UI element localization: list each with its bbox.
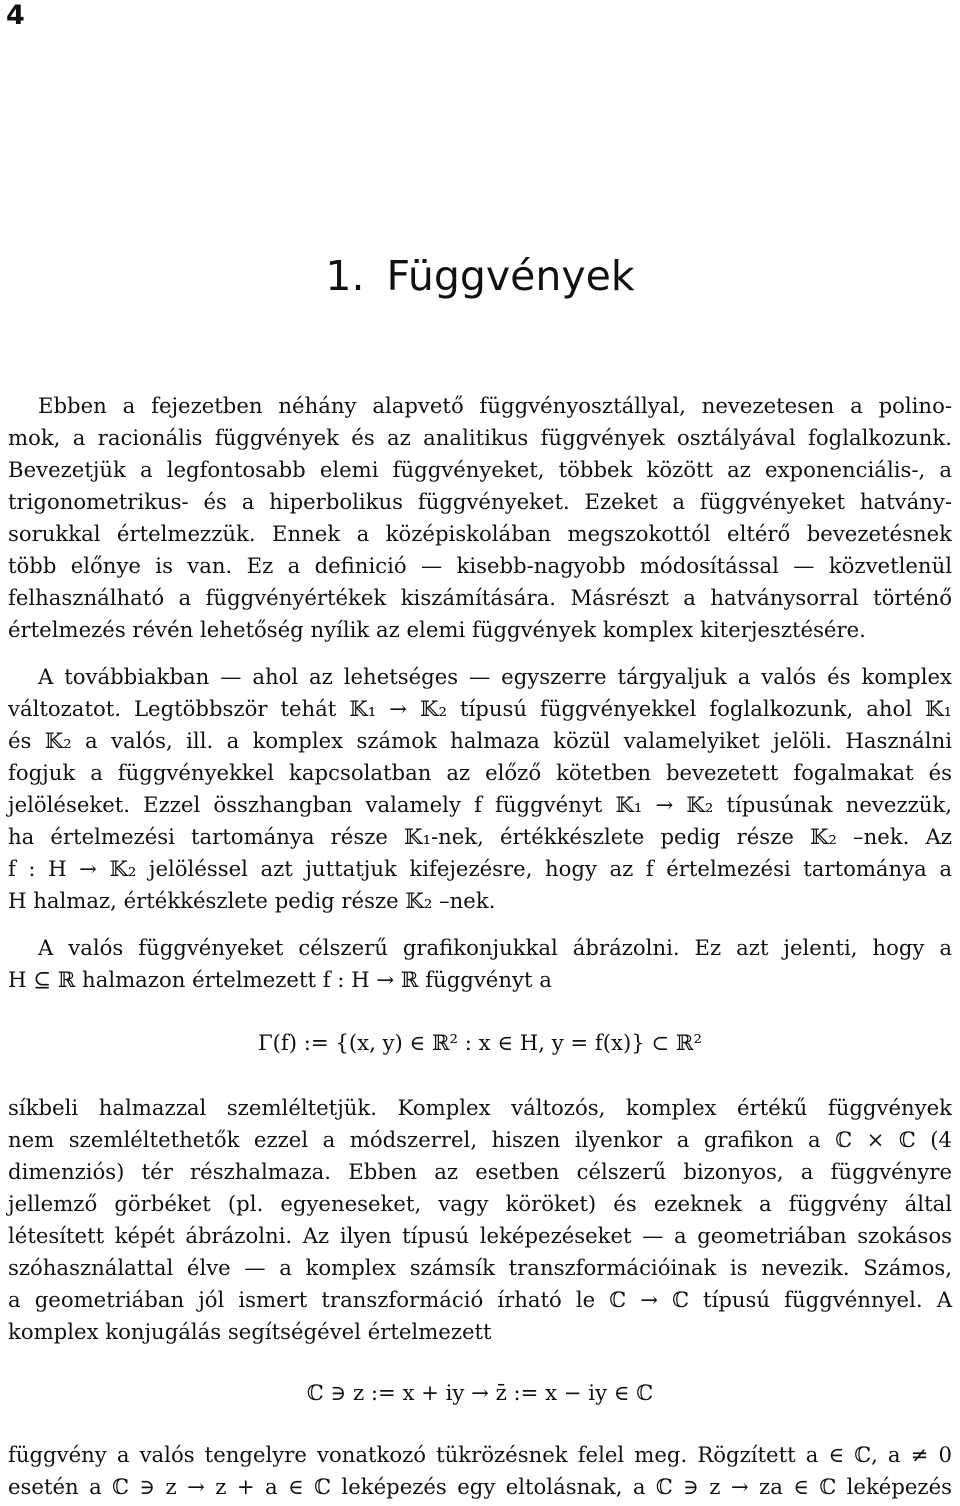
text-line: felhasználható a függvényértékek kiszámítására. Másrészt a hatványsorral történő bbox=[8, 585, 952, 610]
text-line: és 𝕂₂ a valós, ill. a komplex számok halmaza közül valamelyiket jelöli. Használni bbox=[8, 728, 952, 753]
text-line: változatot. Legtöbbször tehát 𝕂₁ → 𝕂₂ típusú függvényekkel foglalkozunk, ahol 𝕂₁ bbox=[8, 696, 952, 721]
chapter-number: 1. bbox=[325, 252, 365, 300]
text-line: Bevezetjük a legfontosabb elemi függvényeket, többek között az exponenciális-, a bbox=[8, 457, 952, 482]
chapter-title-text: Függvények bbox=[386, 252, 635, 300]
text-line: sorukkal értelmezzük. Ennek a középiskolában megszokottól eltérő bevezetésnek bbox=[8, 521, 952, 546]
text-line: H ⊆ ℝ halmazon értelmezett f : H → ℝ függvényt a bbox=[8, 967, 552, 992]
conjugation-formula: ℂ ∋ z := x + iy → z̄ := x − iy ∈ ℂ bbox=[306, 1380, 654, 1405]
text-line: esetén a ℂ ∋ z → z + a ∈ ℂ leképezés egy eltolásnak, a ℂ ∋ z → za ∈ ℂ leképezés bbox=[8, 1474, 952, 1499]
text-line: H halmaz, értékkészlete pedig része 𝕂₂ –nek. bbox=[8, 888, 496, 913]
text-line: szóhasználattal élve — a komplex számsík transzformációinak is nevezik. Számos, bbox=[8, 1255, 952, 1280]
text-line: síkbeli halmazzal szemléltetjük. Komplex változós, komplex értékű függvények bbox=[8, 1095, 952, 1120]
chapter-title bbox=[0, 252, 960, 300]
text-line: létesített képét ábrázolni. Az ilyen típusú leképezéseket — a geometriában szokásos bbox=[8, 1223, 952, 1248]
text-line: több előnye is van. Ez a definició — kisebb-nagyobb módosítással — közvetlenül bbox=[8, 553, 952, 578]
text-line: értelmezés révén lehetőség nyílik az elemi függvények komplex kiterjesztésére. bbox=[8, 617, 866, 642]
graph-formula: Γ(f) := {(x, y) ∈ ℝ² : x ∈ H, y = f(x)} ⊂ ℝ² bbox=[257, 1030, 703, 1055]
text-line: Ebben a fejezetben néhány alapvető függvényosztállyal, nevezetesen a polino- bbox=[38, 393, 952, 418]
text-line: trigonometrikus- és a hiperbolikus függvényeket. Ezeket a függvényeket hatvány- bbox=[8, 489, 952, 514]
text-line: nem szemléltethetők ezzel a módszerrel, hiszen ilyenkor a grafikon a ℂ × ℂ (4 bbox=[8, 1127, 952, 1152]
text-line: komplex konjugálás segítségével értelmezett bbox=[8, 1319, 492, 1344]
text-line: mok, a racionális függvények és az analitikus függvények osztályával foglalkozunk. bbox=[8, 425, 952, 450]
text-line: f : H → 𝕂₂ jelöléssel azt juttatjuk kifejezésre, hogy az f értelmezési tartománya a bbox=[8, 856, 952, 881]
text-line: jelöléseket. Ezzel összhangban valamely f függvényt 𝕂₁ → 𝕂₂ típusúnak nevezzük, bbox=[8, 792, 952, 817]
text-line: A valós függvényeket célszerű grafikonjukkal ábrázolni. Ez azt jelenti, hogy a bbox=[38, 935, 952, 960]
text-line: dimenziós) tér részhalmaza. Ebben az esetben célszerű bizonyos, a függvényre bbox=[8, 1159, 952, 1184]
text-line: jellemző görbéket (pl. egyeneseket, vagy köröket) és ezeknek a függvény által bbox=[8, 1191, 952, 1216]
text-line: függvény a valós tengelyre vonatkozó tükrözésnek felel meg. Rögzített a ∈ ℂ, a ≠ 0 bbox=[8, 1442, 952, 1467]
text-line: ha értelmezési tartománya része 𝕂₁-nek, értékkészlete pedig része 𝕂₂ –nek. Az bbox=[8, 824, 952, 849]
page-number: 4 bbox=[6, 0, 25, 31]
text-line: fogjuk a függvényekkel kapcsolatban az előző kötetben bevezetett fogalmakat és bbox=[8, 760, 952, 785]
text-line: A továbbiakban — ahol az lehetséges — egyszerre tárgyaljuk a valós és komplex bbox=[38, 664, 952, 689]
text-line: a geometriában jól ismert transzformáció írható le ℂ → ℂ típusú függvénnyel. A bbox=[8, 1287, 952, 1312]
